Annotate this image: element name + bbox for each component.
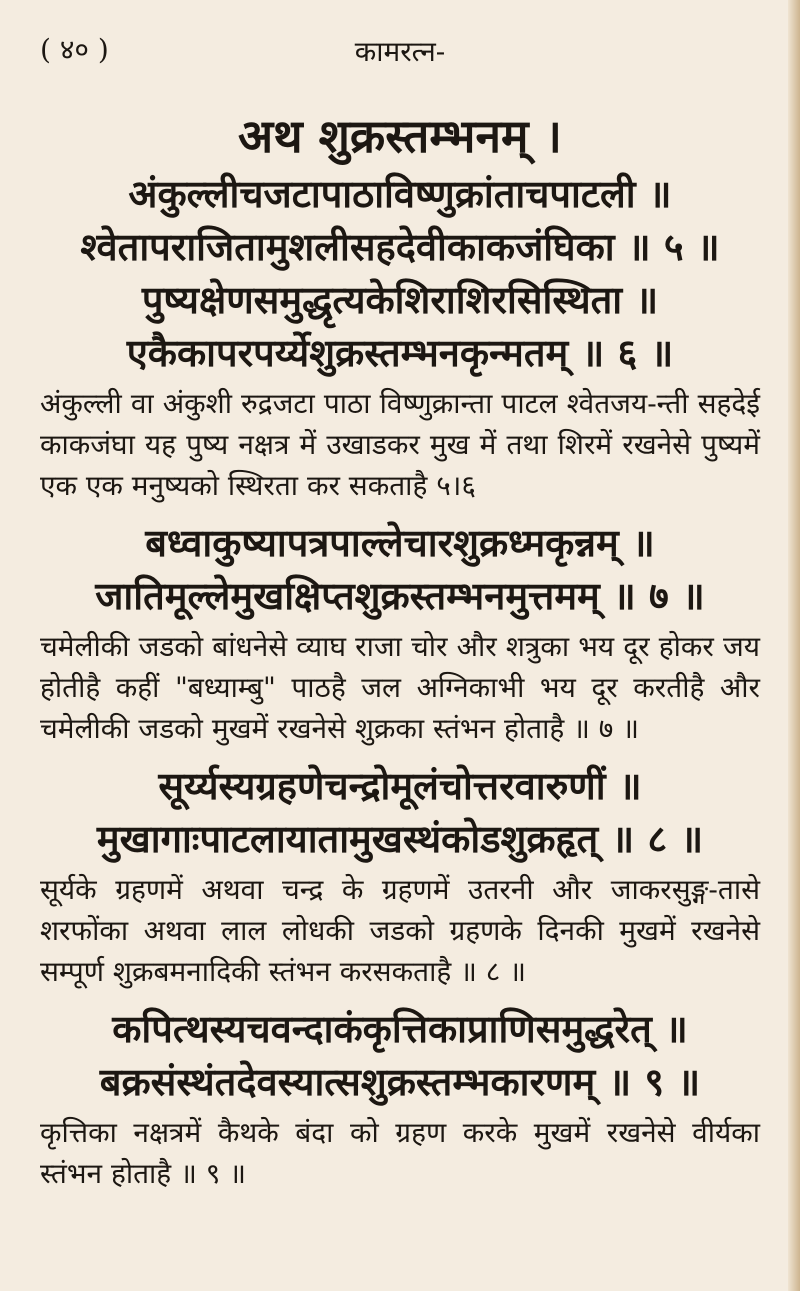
page-number: ( ४० ) xyxy=(40,33,109,66)
page-body xyxy=(40,105,760,1204)
verse-line: बध्वाकुष्यापत्रपाल्लेचारशुक्रध्मकृन्नम् ॥ xyxy=(145,520,655,565)
verse-block-2 xyxy=(40,516,760,749)
verse-line: एकैकापरपर्य्येशुक्रस्तम्भनकृन्मतम् ॥ ६ ॥ xyxy=(126,330,674,375)
running-title: कामरत्न- xyxy=(354,35,446,68)
verse-line: जातिमूल्लेमुखक्षिप्तशुक्रस्तम्भनमुत्तमम् ॥ ७ ॥ xyxy=(95,573,705,618)
commentary-paragraph: अंकुल्ली वा अंकुशी रुद्रजटा पाठा विष्णुक्रान्ता पाटल श्वेतजय-न्ती सहदेई काकजंघा यह पुष्य नक्षत्र में उखाडकर मुख में तथा शिरमें रखनेसे पुष्यमें एक एक मनुष्यको स्थिरता कर सकताहै ५।६ xyxy=(40,387,760,502)
commentary-paragraph: चमेलीकी जडको बांधनेसे व्याघ राजा चोर और शत्रुका भय दूर होकर जय होतीहै कहीं "बध्याम्बु" पाठहै जल अग्निकाभी भय दूर करतीहै और चमेलीकी जडको मुखमें रखनेसे शुक्रका स्तंभन होताहै ॥ ७ ॥ xyxy=(40,630,760,745)
page-edge xyxy=(788,0,800,1291)
verse-block-1 xyxy=(40,167,760,506)
verse-line: कपित्थस्यचवन्दाकंकृत्तिकाप्राणिसमुद्धरेत् ॥ xyxy=(112,1006,688,1051)
verse-block-4 xyxy=(40,1002,760,1194)
verse-line: श्वेतापराजितामुशलीसहदेवीकाकजंघिका ॥ ५ ॥ xyxy=(80,224,720,269)
section-title: अथ शुक्रस्तम्भनम् । xyxy=(238,109,562,163)
verse-line: अंकुल्लीचजटापाठाविष्णुक्रांताचपाटली ॥ xyxy=(128,171,672,216)
verse-line: बक्रसंस्थंतदेवस्यात्सशुक्रस्तम्भकारणम् ॥ ९ ॥ xyxy=(99,1059,701,1104)
verse-line: सूर्य्यस्यग्रहणेचन्द्रोमूलंचोत्तरवारुणीं ॥ xyxy=(158,763,642,808)
commentary-paragraph: सूर्यके ग्रहणमें अथवा चन्द्र के ग्रहणमें उतरनी और जाकरसुङ्ग-तासे शरफोंका अथवा लाल लोधकी जडको ग्रहणके दिनकी मुखमें रखनेसे सम्पूर्ण शुक्रबमनादिकी स्तंभन करसकताहै ॥ ८ ॥ xyxy=(40,873,760,988)
page-header xyxy=(0,30,800,80)
verse-block-3 xyxy=(40,759,760,992)
verse-line: मुखागाःपाटलायातामुखस्थंकोडशुक्रहृत् ॥ ८ ॥ xyxy=(96,816,704,861)
verse-line: पुष्यक्षेणसमुद्धृत्यकेशिराशिरसिस्थिता ॥ xyxy=(141,277,659,322)
commentary-paragraph: कृत्तिका नक्षत्रमें कैथके बंदा को ग्रहण करके मुखमें रखनेसे वीर्यका स्तंभन होताहै ॥ ९ ॥ xyxy=(40,1116,760,1190)
